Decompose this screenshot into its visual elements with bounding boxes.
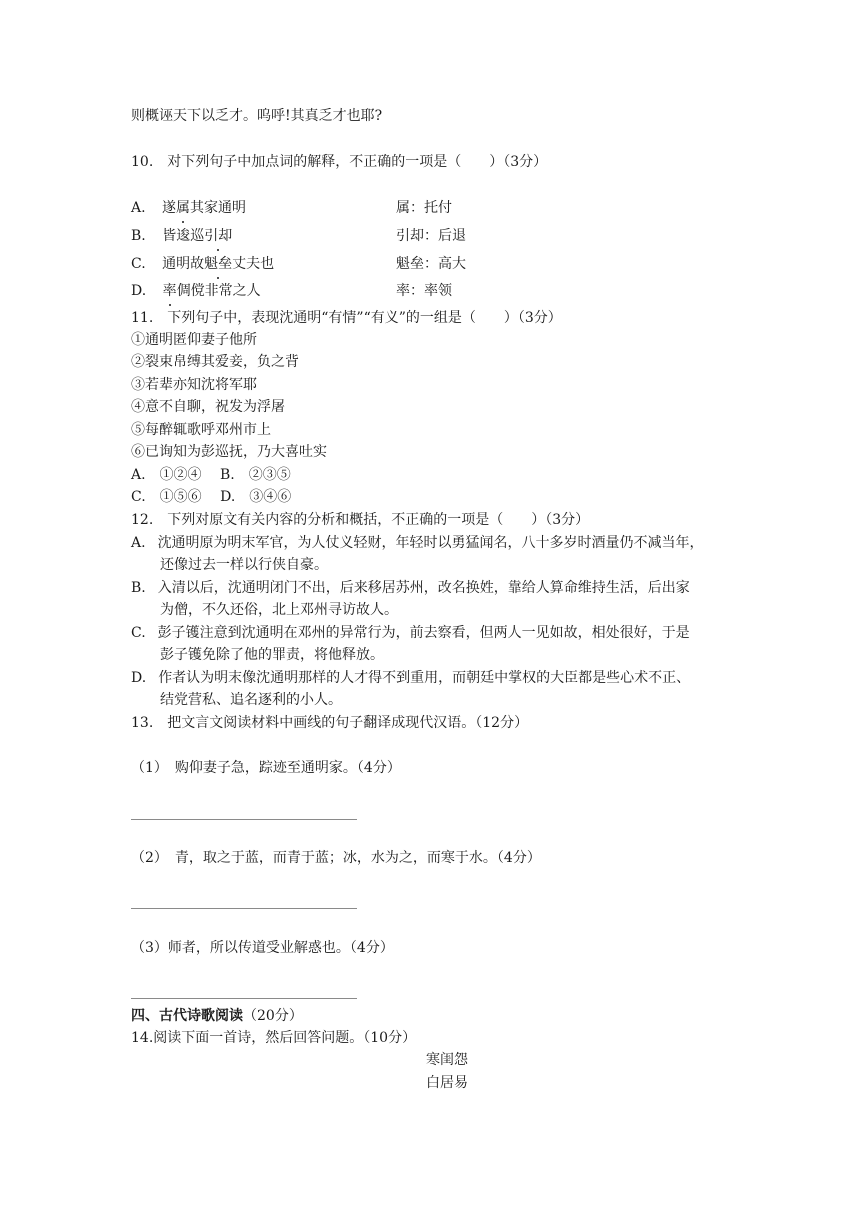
intro-line: 则概诬天下以乏才。呜呼!其真乏才也耶?	[131, 108, 383, 124]
q13-part-2: （2） 青，取之于蓝，而青于蓝；冰，水为之，而寒于水。（4分）	[131, 850, 541, 866]
q13-stem: 13. 把文言文阅读材料中画线的句子翻译成现代汉语。（12分）	[131, 715, 529, 731]
q11-choices-row2: C. ①⑤⑥ D. ③④⑥	[131, 489, 292, 505]
q12-option-b-cont: 为僧，不久还俗，北上邓州寻访故人。	[160, 602, 398, 618]
option-label: D.	[131, 283, 147, 299]
q10-option-d: D. 率倜傥非常之人	[131, 283, 261, 299]
q11-choices-row1: A. ①②④ B. ②③⑤	[131, 467, 291, 483]
q11-item-5: ⑤每醉辄歌呼邓州市上	[131, 422, 271, 438]
q10-option-c: C. 通明故魁垒丈夫也	[131, 256, 275, 272]
q12-option-d: D. 作者认为明末像沈通明那样的人才得不到重用，而朝廷中掌权的大臣都是些心术不正、	[131, 670, 691, 686]
answer-line-3[interactable]	[131, 998, 357, 999]
q11-item-2: ②裂束帛缚其爱妾，负之背	[131, 354, 299, 370]
q11-item-1: ①通明匿仰妻子他所	[131, 332, 257, 348]
option-label: B.	[131, 228, 146, 244]
answer-line-1[interactable]	[131, 819, 357, 820]
q14-stem: 14.阅读下面一首诗，然后回答问题。（10分）	[131, 1030, 417, 1046]
q12-option-a: A. 沈通明原为明末军官，为人仗义轻财，年轻时以勇猛闻名，八十多岁时酒量仍不减当年，	[131, 535, 704, 551]
dotted-word: 魁垒	[204, 256, 233, 272]
section-heading: 四、古代诗歌阅读（20分）	[131, 1008, 303, 1024]
option-label: C.	[131, 256, 146, 272]
q12-stem: 12. 下列对原文有关内容的分析和概括，不正确的一项是（ ）（3分）	[131, 512, 590, 528]
q10-option-d-explain: 率：率领	[396, 283, 452, 299]
q11-item-6: ⑥已询知为彭巡抚，乃大喜吐实	[131, 444, 327, 460]
q11-item-3: ③若辈亦知沈将军耶	[131, 377, 257, 393]
q12-option-c-cont: 彭子镬免除了他的罪责，将他释放。	[160, 647, 384, 663]
poem-author: 白居易	[426, 1075, 468, 1091]
q10-option-b-explain: 引却：后退	[396, 228, 466, 244]
q13-part-3: （3）师者，所以传道受业解惑也。（4分）	[131, 940, 394, 956]
q13-part-1: （1） 购仰妻子急，踪迹至通明家。（4分）	[131, 760, 401, 776]
dotted-word: 率	[162, 283, 177, 299]
q10-option-a: A. 遂属其家通明	[131, 200, 247, 216]
dotted-word: 引却	[204, 228, 233, 244]
q11-stem: 11. 下列句子中，表现沈通明“有情”“有义”的一组是（ ）（3分）	[131, 310, 562, 326]
q12-option-b: B. 入清以后，沈通明闭门不出，后来移居苏州，改名换姓，靠给人算命维持生活，后出家	[131, 580, 690, 596]
dotted-word: 属	[176, 200, 191, 216]
q10-option-b: B. 皆逡巡引却	[131, 228, 233, 244]
q10-option-a-explain: 属：托付	[396, 200, 452, 216]
answer-line-2[interactable]	[131, 908, 357, 909]
q11-item-4: ④意不自聊，祝发为浮屠	[131, 399, 285, 415]
q10-stem: 10. 对下列句子中加点词的解释，不正确的一项是（ ）（3分）	[131, 154, 548, 170]
q10-option-c-explain: 魁垒：高大	[396, 256, 466, 272]
option-label: A.	[131, 200, 146, 216]
poem-title: 寒闺怨	[426, 1052, 468, 1068]
q12-option-c: C. 彭子镬注意到沈通明在邓州的异常行为，前去察看，但两人一见如故，相处很好，于是	[131, 625, 690, 641]
q12-option-d-cont: 结党营私、追名逐利的小人。	[160, 692, 342, 708]
q12-option-a-cont: 还像过去一样以行侠自豪。	[160, 557, 328, 573]
